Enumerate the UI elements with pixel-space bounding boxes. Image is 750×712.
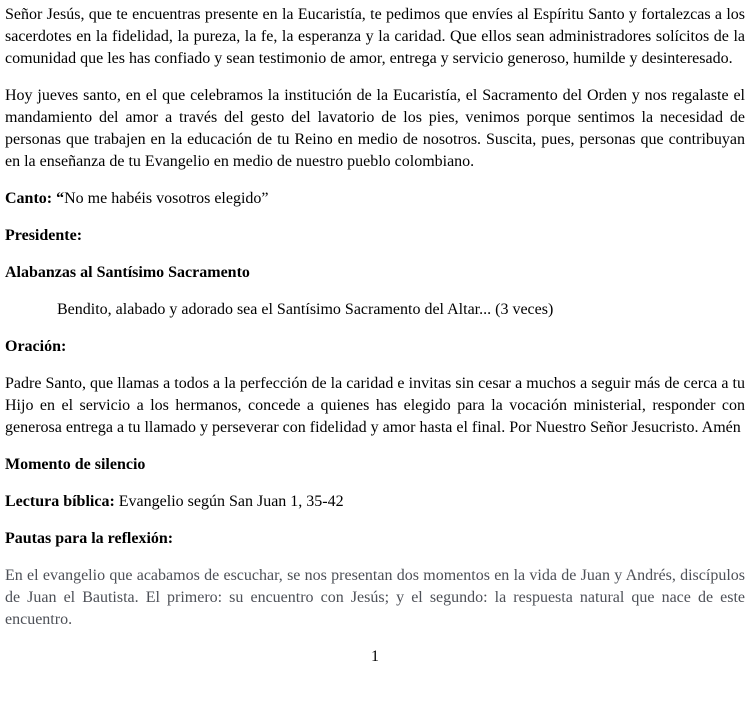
paragraph-padre-santo-prayer: Padre Santo, que llamas a todos a la perfección de la caridad e invitas sin cesar a muchos a seguir más de cerca a tu Hijo en el servicio a los hermanos, concede a quienes has elegido para la vocación ministerial, responder con generosa entrega a tu llamado y perseverar con fidelidad y amor hasta el final. Por Nuestro Señor Jesucristo. Amén [5,375,745,436]
bendito-praise-line: Bendito, alabado y adorado sea el Santísimo Sacramento del Altar... (3 veces) [57,301,554,318]
heading-presidente: Presidente: [5,227,83,244]
page-number: 1 [371,648,379,665]
canto-line [5,188,745,210]
paragraph-reflexion: En el evangelio que acabamos de escuchar, se nos presentan dos momentos en la vida de Juan y Andrés, discípulos de Juan el Bautista. El primero: su encuentro con Jesús; y el segundo: la respuesta natural que nace de este encuentro. [5,567,745,628]
paragraph-holy-thursday: Hoy jueves santo, en el que celebramos la institución de la Eucaristía, el Sacramento del Orden y nos regalaste el mandamiento del amor a través del gesto del lavatorio de los pies, venimos porque sentimos la necesidad de personas que trabajen en la educación de tu Reino en medio de nosotros. Suscita, pues, personas que contribuyan en la enseñanza de tu Evangelio en medio de nuestro pueblo colombiano. [5,87,745,170]
lectura-biblica-reference: Evangelio según San Juan 1, 35-42 [114,493,344,510]
heading-pautas-para-la-reflexion: Pautas para la reflexión: [5,530,174,547]
heading-oracion: Oración: [5,338,67,355]
heading-alabanzas-al-santisimo-sacramento: Alabanzas al Santísimo Sacramento [5,264,250,281]
lectura-biblica-label: Lectura bíblica: [5,493,115,510]
paragraph-opening-prayer: Señor Jesús, que te encuentras presente en la Eucaristía, te pedimos que envíes al Espíritu Santo y fortalezcas a los sacerdotes en la fidelidad, la pureza, la fe, la esperanza y la caridad. Que ellos sean administradores solícitos de la comunidad que les has confiado y sean testimonio de amor, entrega y servicio generoso, humilde y desinteresado. [5,6,745,67]
canto-label: Canto: “ [5,190,65,207]
heading-momento-de-silencio: Momento de silencio [5,456,146,473]
canto-quote-text: No me habéis vosotros elegido” [64,190,269,207]
lectura-biblica-line [5,491,745,513]
